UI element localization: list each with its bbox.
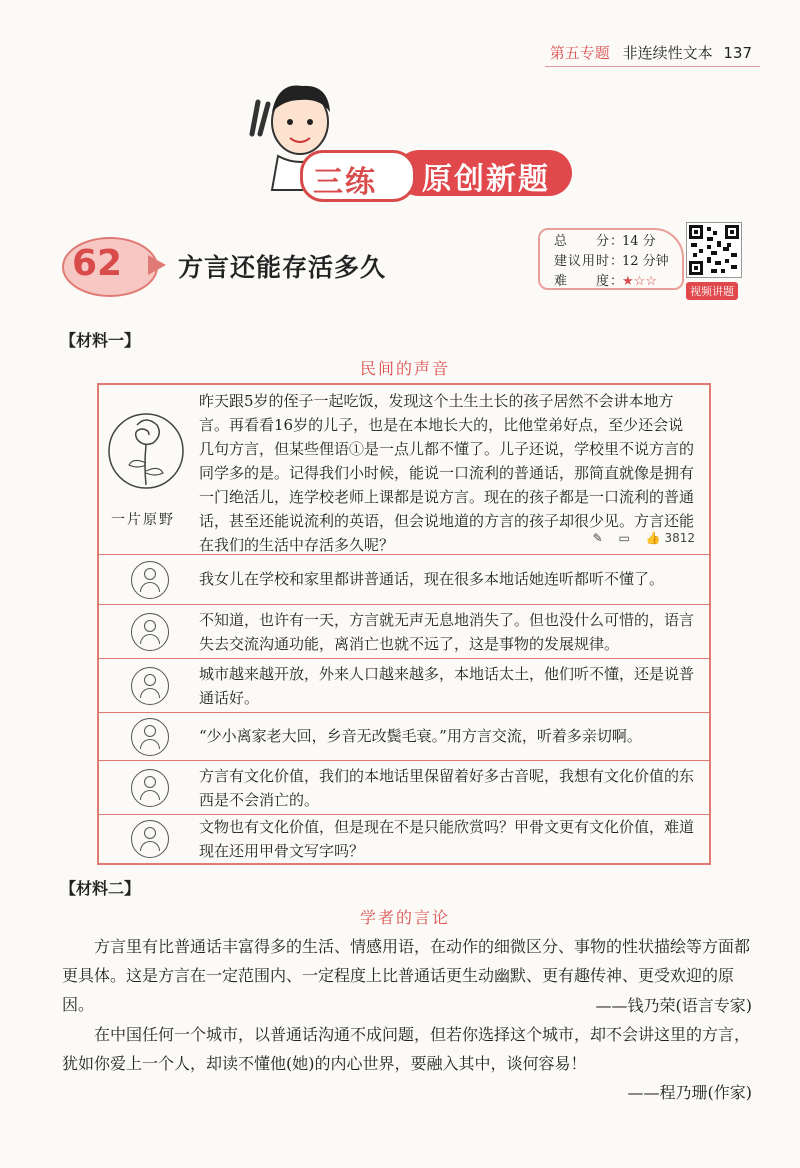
banner-right-pill: [396, 150, 572, 196]
banner-left-pill: [300, 150, 416, 202]
reply-text: 文物也有文化价值，但是现在不是只能欣赏吗？甲骨文更有文化价值，难道现在还用甲骨文写字吗？: [199, 818, 695, 860]
qr-label[interactable]: 视频讲题: [686, 282, 738, 300]
like-icon[interactable]: 👍: [645, 531, 661, 545]
banner-left-text: 三练: [313, 165, 377, 200]
material2-signature-2: ——程乃珊(作家): [627, 1083, 752, 1102]
qr-code-icon[interactable]: [686, 222, 742, 278]
reply-item: [99, 761, 709, 815]
reply-item: [99, 605, 709, 659]
lesson-title: 方言还能存活多久: [178, 253, 387, 282]
main-post: [99, 385, 709, 555]
user-avatar-icon: [131, 718, 169, 756]
reply-text: “少小离家老大回，乡音无改鬓毛衰。”用方言交流，听着多亲切啊。: [199, 727, 642, 745]
rose-avatar-icon: [107, 407, 185, 503]
material2-label: 【材料二】: [60, 879, 141, 898]
like-count: 3812: [664, 531, 695, 545]
reply-item: [99, 659, 709, 713]
info-row-score: 总 分：14 分: [554, 234, 656, 249]
page-header: [550, 42, 752, 63]
comment-icon[interactable]: ▭: [618, 531, 630, 545]
header-rule: [545, 66, 760, 67]
material1-label: 【材料一】: [60, 331, 141, 350]
user-avatar-icon: [131, 769, 169, 807]
info-box: [538, 228, 684, 290]
info-row-time: 建议用时：12 分钟: [554, 254, 669, 269]
user-avatar-icon: [131, 613, 169, 651]
user-avatar-icon: [131, 561, 169, 599]
material2-signature-1: ——钱乃荣(语言专家): [595, 996, 752, 1015]
forum-board: [97, 383, 711, 865]
user-avatar-icon: [131, 667, 169, 705]
user-avatar-icon: [131, 820, 169, 858]
header-page-number: 137: [723, 44, 752, 62]
material2-paragraph-2: 在中国任何一个城市，以普通话沟通不成问题，但若你选择这个城市，却不会讲这里的方言，犹如你爱上一个人，却读不懂他(她)的内心世界，要融入其中，谈何容易！: [62, 1025, 751, 1073]
reply-item: [99, 555, 709, 605]
header-topic: 第五专题: [549, 44, 610, 62]
post-author: 一片原野: [111, 512, 175, 528]
main-post-text: 昨天跟5岁的侄子一起吃饭，发现这个土生土长的孩子居然不会讲本地方言。再看看16岁的儿子，也是在本地长大的，比他堂弟好点，至少还会说几句方言，但某些俚语①是一点儿都不懂了。儿子还说，学校里不说方言的同学多的是。记得我们小时候，能说一口流利的普通话，那简直就像是拥有一门绝活儿，连学校老师上课都是说方言。现在的孩子都是一口流利的普通话，甚至还能说流利的英语，但会说地道的方言的孩子却很少见。方言还能在我们的生活中存活多久呢？: [199, 392, 695, 554]
material1-subtitle: 民间的声音: [360, 359, 451, 378]
reply-text: 我女儿在学校和家里都讲普通话，现在很多本地话她连听都听不懂了。: [199, 570, 665, 588]
lesson-number-badge: [62, 237, 172, 293]
section-banner: [300, 146, 572, 200]
info-row-difficulty: 难 度：★☆☆: [554, 274, 657, 289]
edit-icon[interactable]: ✎: [592, 531, 603, 545]
reply-item: [99, 815, 709, 863]
reply-text: 城市越来越开放，外来人口越来越多，本地话太土，他们听不懂，还是说普通话好。: [199, 665, 695, 707]
material2-subtitle: 学者的言论: [360, 908, 451, 927]
reply-text: 方言有文化价值，我们的本地话里保留着好多古音呢，我想有文化价值的东西是不会消亡的。: [199, 767, 695, 809]
material2-paragraph-1: 方言里有比普通话丰富得多的生活、情感用语，在动作的细微区分、事物的性状描绘等方面都更具体。这是方言在一定范围内、一定程度上比普通话更生动幽默、更有趣传神、更受欢迎的原因。: [62, 937, 751, 1014]
reply-text: 不知道，也许有一天，方言就无声无息地消失了。但也没什么可惜的，语言失去交流沟通功能，离消亡也就不远了，这是事物的发展规律。: [199, 611, 695, 653]
header-section: 非连续性文本: [622, 44, 713, 62]
post-actions: [593, 531, 695, 545]
lesson-number: 62: [72, 243, 123, 284]
banner-right-text: 原创新题: [422, 162, 550, 197]
reply-item: [99, 713, 709, 761]
